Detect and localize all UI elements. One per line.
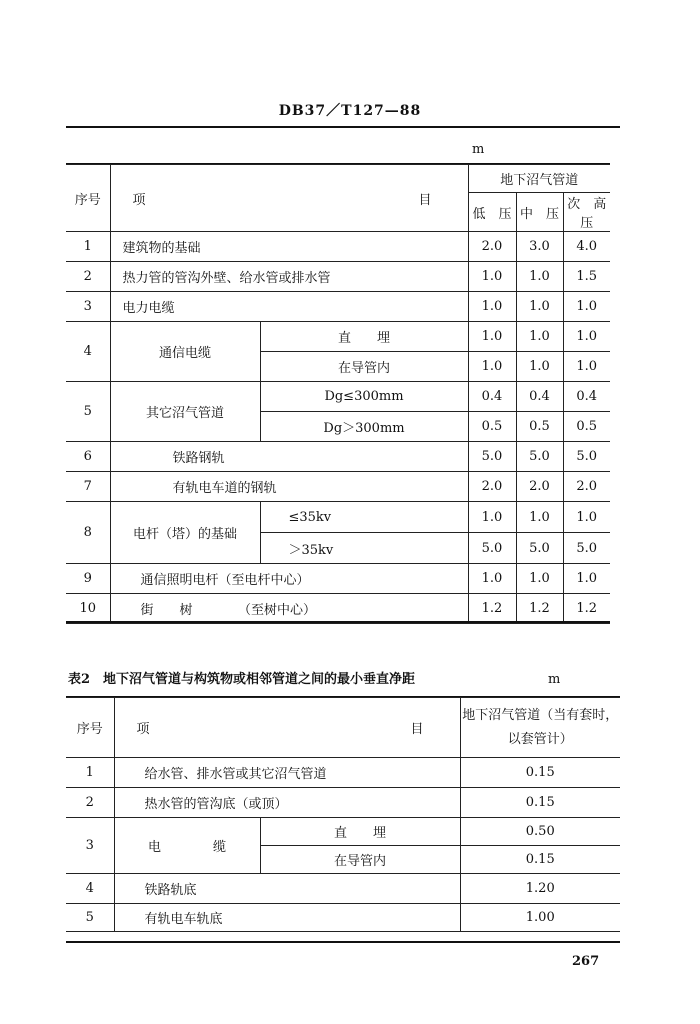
row-no: 7 — [66, 472, 110, 502]
row-no: 1 — [66, 232, 110, 262]
cell-high: 1.5 — [563, 262, 610, 292]
cell-high: 5.0 — [563, 533, 610, 564]
table1-row — [66, 292, 610, 322]
table1-row — [66, 472, 610, 502]
cell-value: 0.15 — [460, 788, 620, 818]
row-no: 3 — [66, 818, 114, 874]
table1-header-no: 序号 — [66, 165, 110, 232]
row-sub-label: 直 埋 — [260, 818, 460, 846]
cell-low: 1.0 — [468, 292, 516, 322]
cell-mid: 2.0 — [516, 472, 563, 502]
cell-value: 0.50 — [460, 818, 620, 846]
row-no: 10 — [66, 594, 110, 624]
table1-row — [66, 502, 610, 533]
table2-row — [66, 818, 620, 846]
row-sub-label: Dg＞300mm — [260, 412, 468, 442]
cell-high: 4.0 — [563, 232, 610, 262]
table1-row — [66, 442, 610, 472]
table1-header-low: 低 压 — [468, 193, 516, 232]
cell-high: 0.4 — [563, 382, 610, 412]
cell-high: 5.0 — [563, 442, 610, 472]
cell-high: 2.0 — [563, 472, 610, 502]
cell-low: 0.4 — [468, 382, 516, 412]
table1-row — [66, 564, 610, 594]
cell-mid: 0.5 — [516, 412, 563, 442]
cell-low: 2.0 — [468, 232, 516, 262]
cell-low: 1.0 — [468, 262, 516, 292]
row-item: 电力电缆 — [110, 292, 468, 322]
cell-mid: 1.0 — [516, 262, 563, 292]
row-item: 热力管的管沟外壁、给水管或排水管 — [110, 262, 468, 292]
table1-row — [66, 594, 610, 624]
cell-mid: 5.0 — [516, 442, 563, 472]
row-item: 建筑物的基础 — [110, 232, 468, 262]
cell-low: 1.0 — [468, 502, 516, 533]
table2-header-value-line2: 以套管计） — [507, 731, 573, 747]
cell-mid: 1.0 — [516, 292, 563, 322]
row-sub-label: 在导管内 — [260, 846, 460, 874]
table2-header-no: 序号 — [66, 698, 114, 758]
table1-unit: m — [472, 142, 485, 157]
cell-value: 0.15 — [460, 758, 620, 788]
cell-high: 0.5 — [563, 412, 610, 442]
cell-low: 1.0 — [468, 352, 516, 382]
table1-row — [66, 232, 610, 262]
row-item: 给水管、排水管或其它沼气管道 — [114, 758, 460, 788]
table2-header-item-right: 目 — [410, 722, 424, 737]
row-no: 6 — [66, 442, 110, 472]
row-item: 电 缆 — [114, 818, 260, 874]
cell-low: 2.0 — [468, 472, 516, 502]
table1-row — [66, 382, 610, 412]
cell-mid: 1.0 — [516, 564, 563, 594]
table2-unit: m — [548, 672, 561, 687]
cell-low: 5.0 — [468, 442, 516, 472]
cell-low: 0.5 — [468, 412, 516, 442]
cell-high: 1.2 — [563, 594, 610, 624]
cell-value: 1.20 — [460, 874, 620, 904]
cell-high: 1.0 — [563, 352, 610, 382]
row-item: 通信照明电杆（至电杆中心） — [110, 564, 468, 594]
row-sub-label: ≤35kv — [260, 502, 468, 533]
row-sub-label: 直 埋 — [260, 322, 468, 352]
cell-low: 1.0 — [468, 322, 516, 352]
table1-row — [66, 262, 610, 292]
cell-low: 1.2 — [468, 594, 516, 624]
cell-high: 1.0 — [563, 322, 610, 352]
cell-low: 1.0 — [468, 564, 516, 594]
header-rule — [66, 126, 620, 128]
row-item: 有轨电车道的钢轨 — [110, 472, 468, 502]
document-code: DB37／T127—88 — [278, 103, 422, 119]
table2-header-value-line1: 地下沼气管道（当有套时， — [462, 707, 619, 723]
cell-high: 1.0 — [563, 564, 610, 594]
cell-high: 1.0 — [563, 292, 610, 322]
table1-row — [66, 322, 610, 352]
table2-row — [66, 874, 620, 904]
row-item: 街 树 （至树中心） — [110, 594, 468, 624]
row-no: 4 — [66, 874, 114, 904]
row-no: 3 — [66, 292, 110, 322]
table2-caption: 表2 地下沼气管道与构筑物或相邻管道之间的最小垂直净距 — [68, 672, 416, 687]
table2-row — [66, 788, 620, 818]
table1-header-item — [110, 165, 468, 232]
table2-bottom-rule — [66, 941, 620, 943]
row-sub-label: 在导管内 — [260, 352, 468, 382]
table2-header-item-left: 项 — [136, 722, 150, 737]
page-number: 267 — [572, 954, 600, 969]
cell-mid: 0.4 — [516, 382, 563, 412]
row-item: 热水管的管沟底（或顶） — [114, 788, 460, 818]
table2-header-item — [114, 698, 460, 758]
cell-value: 0.15 — [460, 846, 620, 874]
table1-header-mid: 中 压 — [516, 193, 563, 232]
table1-header-item-right: 目 — [418, 192, 432, 208]
row-no: 2 — [66, 788, 114, 818]
cell-high: 1.0 — [563, 502, 610, 533]
table2-header-value — [460, 698, 620, 758]
table1-header-high: 次 高 压 — [563, 193, 610, 232]
cell-value: 1.00 — [460, 904, 620, 932]
row-item: 有轨电车轨底 — [114, 904, 460, 932]
row-no: 4 — [66, 322, 110, 382]
cell-mid: 1.0 — [516, 352, 563, 382]
row-no: 5 — [66, 382, 110, 442]
row-item: 铁路轨底 — [114, 874, 460, 904]
cell-mid: 1.0 — [516, 502, 563, 533]
row-no: 1 — [66, 758, 114, 788]
row-sub-label: ＞35kv — [260, 533, 468, 564]
row-item: 电杆（塔）的基础 — [110, 502, 260, 564]
row-no: 2 — [66, 262, 110, 292]
row-sub-label: Dg≤300mm — [260, 382, 468, 412]
cell-mid: 3.0 — [516, 232, 563, 262]
table2-row — [66, 758, 620, 788]
cell-mid: 5.0 — [516, 533, 563, 564]
row-no: 8 — [66, 502, 110, 564]
table1-header-group: 地下沼气管道 — [468, 165, 610, 193]
table1 — [66, 164, 620, 624]
table1-header-item-left: 项 — [132, 192, 146, 208]
table2-row — [66, 904, 620, 932]
row-item: 其它沼气管道 — [110, 382, 260, 442]
row-item: 铁路钢轨 — [110, 442, 468, 472]
row-no: 9 — [66, 564, 110, 594]
row-item: 通信电缆 — [110, 322, 260, 382]
cell-mid: 1.0 — [516, 322, 563, 352]
table1-bottom-rule — [66, 621, 610, 623]
table2 — [66, 697, 620, 932]
row-no: 5 — [66, 904, 114, 932]
cell-low: 5.0 — [468, 533, 516, 564]
cell-mid: 1.2 — [516, 594, 563, 624]
